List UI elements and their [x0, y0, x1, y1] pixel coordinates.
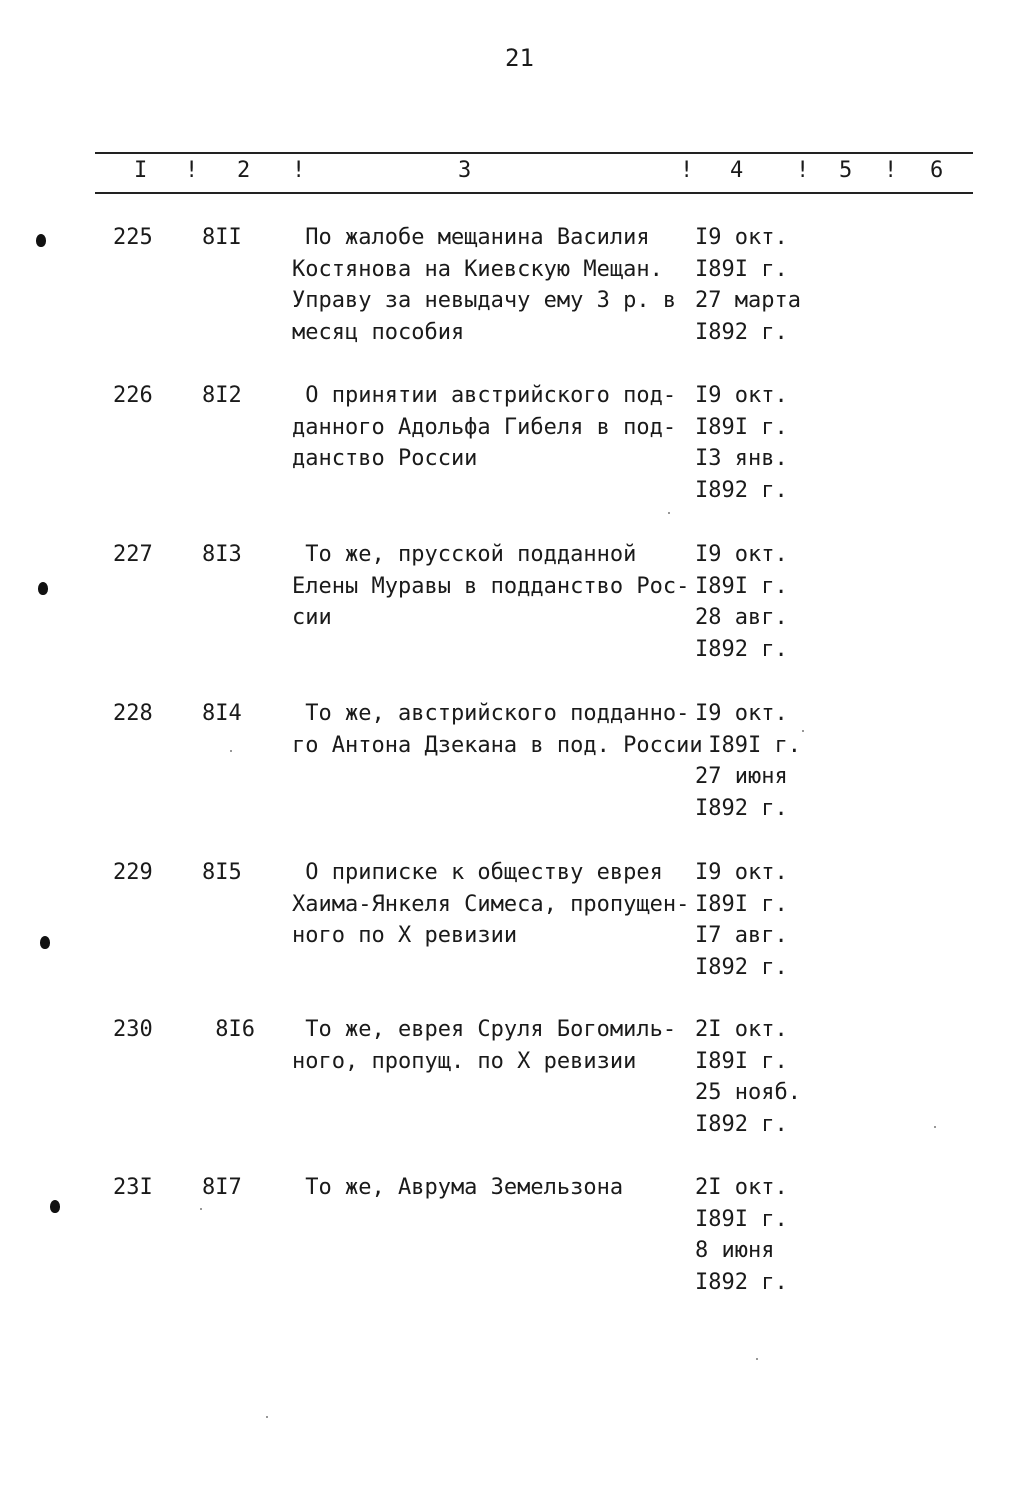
- entry-dates: I9 окт. I89I г. I3 янв. I892 г.: [695, 383, 788, 503]
- speck: [802, 730, 804, 732]
- entry-number: 225: [113, 225, 153, 250]
- entry-dates: I9 окт. I89I г. 27 июня I892 г.: [695, 701, 801, 821]
- file-number: 8II: [202, 225, 242, 250]
- entry-title: О принятии австрийского под- данного Адольфа Гибеля в под- данство России: [292, 383, 677, 472]
- entry-number: 229: [113, 860, 153, 885]
- file-number: 8I3: [202, 542, 242, 567]
- header-separator: !: [680, 158, 694, 183]
- speck: [200, 1208, 202, 1210]
- speck: [756, 1358, 758, 1360]
- binder-hole-mark: [40, 936, 50, 949]
- entry-number: 230: [113, 1017, 153, 1042]
- entry-number: 227: [113, 542, 153, 567]
- speck: [934, 1126, 936, 1128]
- entry-number: 23I: [113, 1175, 153, 1200]
- header-separator: !: [185, 158, 199, 183]
- entry-dates: 2I окт. I89I г. 8 июня I892 г.: [695, 1175, 788, 1295]
- header-bottom-rule: [95, 192, 973, 194]
- header-separator: !: [884, 158, 898, 183]
- entry-title: По жалобе мещанина Василия Костянова на Киевскую Мещан. Управу за невыдачу ему 3 р. в месяц пособия: [292, 225, 677, 345]
- file-number: 8I2: [202, 383, 242, 408]
- binder-hole-mark: [36, 234, 46, 247]
- binder-hole-mark: [38, 582, 48, 595]
- entry-title: То же, еврея Сруля Богомиль- ного, пропущ. по Х ревизии: [292, 1017, 677, 1074]
- speck: [266, 1416, 268, 1418]
- header-col4: 4: [730, 158, 744, 183]
- entry-title: То же, прусской подданной Елены Муравы в подданство Рос- сии: [292, 542, 690, 631]
- header-col3: 3: [458, 158, 472, 183]
- entry-title: О приписке к обществу еврея Хаима-Янкеля Симеса, пропущен- ного по Х ревизии: [292, 860, 690, 949]
- header-col1: I: [134, 158, 148, 183]
- entry-dates: I9 окт. I89I г. 28 авг. I892 г.: [695, 542, 788, 662]
- header-separator: !: [796, 158, 810, 183]
- header-col2: 2: [237, 158, 251, 183]
- header-separator: !: [292, 158, 306, 183]
- file-number: 8I6: [202, 1017, 255, 1042]
- speck: [668, 512, 670, 514]
- entry-title: То же, австрийского подданно- го Антона Дзекана в под. России: [292, 701, 703, 758]
- file-number: 8I4: [202, 701, 242, 726]
- file-number: 8I7: [202, 1175, 242, 1200]
- file-number: 8I5: [202, 860, 242, 885]
- binder-hole-mark: [50, 1200, 60, 1213]
- speck: [230, 750, 232, 752]
- entry-number: 226: [113, 383, 153, 408]
- header-col6: 6: [930, 158, 944, 183]
- page-number: 21: [505, 44, 534, 72]
- entry-title: То же, Аврума Земельзона: [292, 1175, 624, 1200]
- entry-number: 228: [113, 701, 153, 726]
- header-top-rule: [95, 152, 973, 154]
- entry-dates: I9 окт. I89I г. I7 авг. I892 г.: [695, 860, 788, 980]
- header-col5: 5: [839, 158, 853, 183]
- entry-dates: 2I окт. I89I г. 25 нояб. I892 г.: [695, 1017, 801, 1137]
- entry-dates: I9 окт. I89I г. 27 марта I892 г.: [695, 225, 801, 345]
